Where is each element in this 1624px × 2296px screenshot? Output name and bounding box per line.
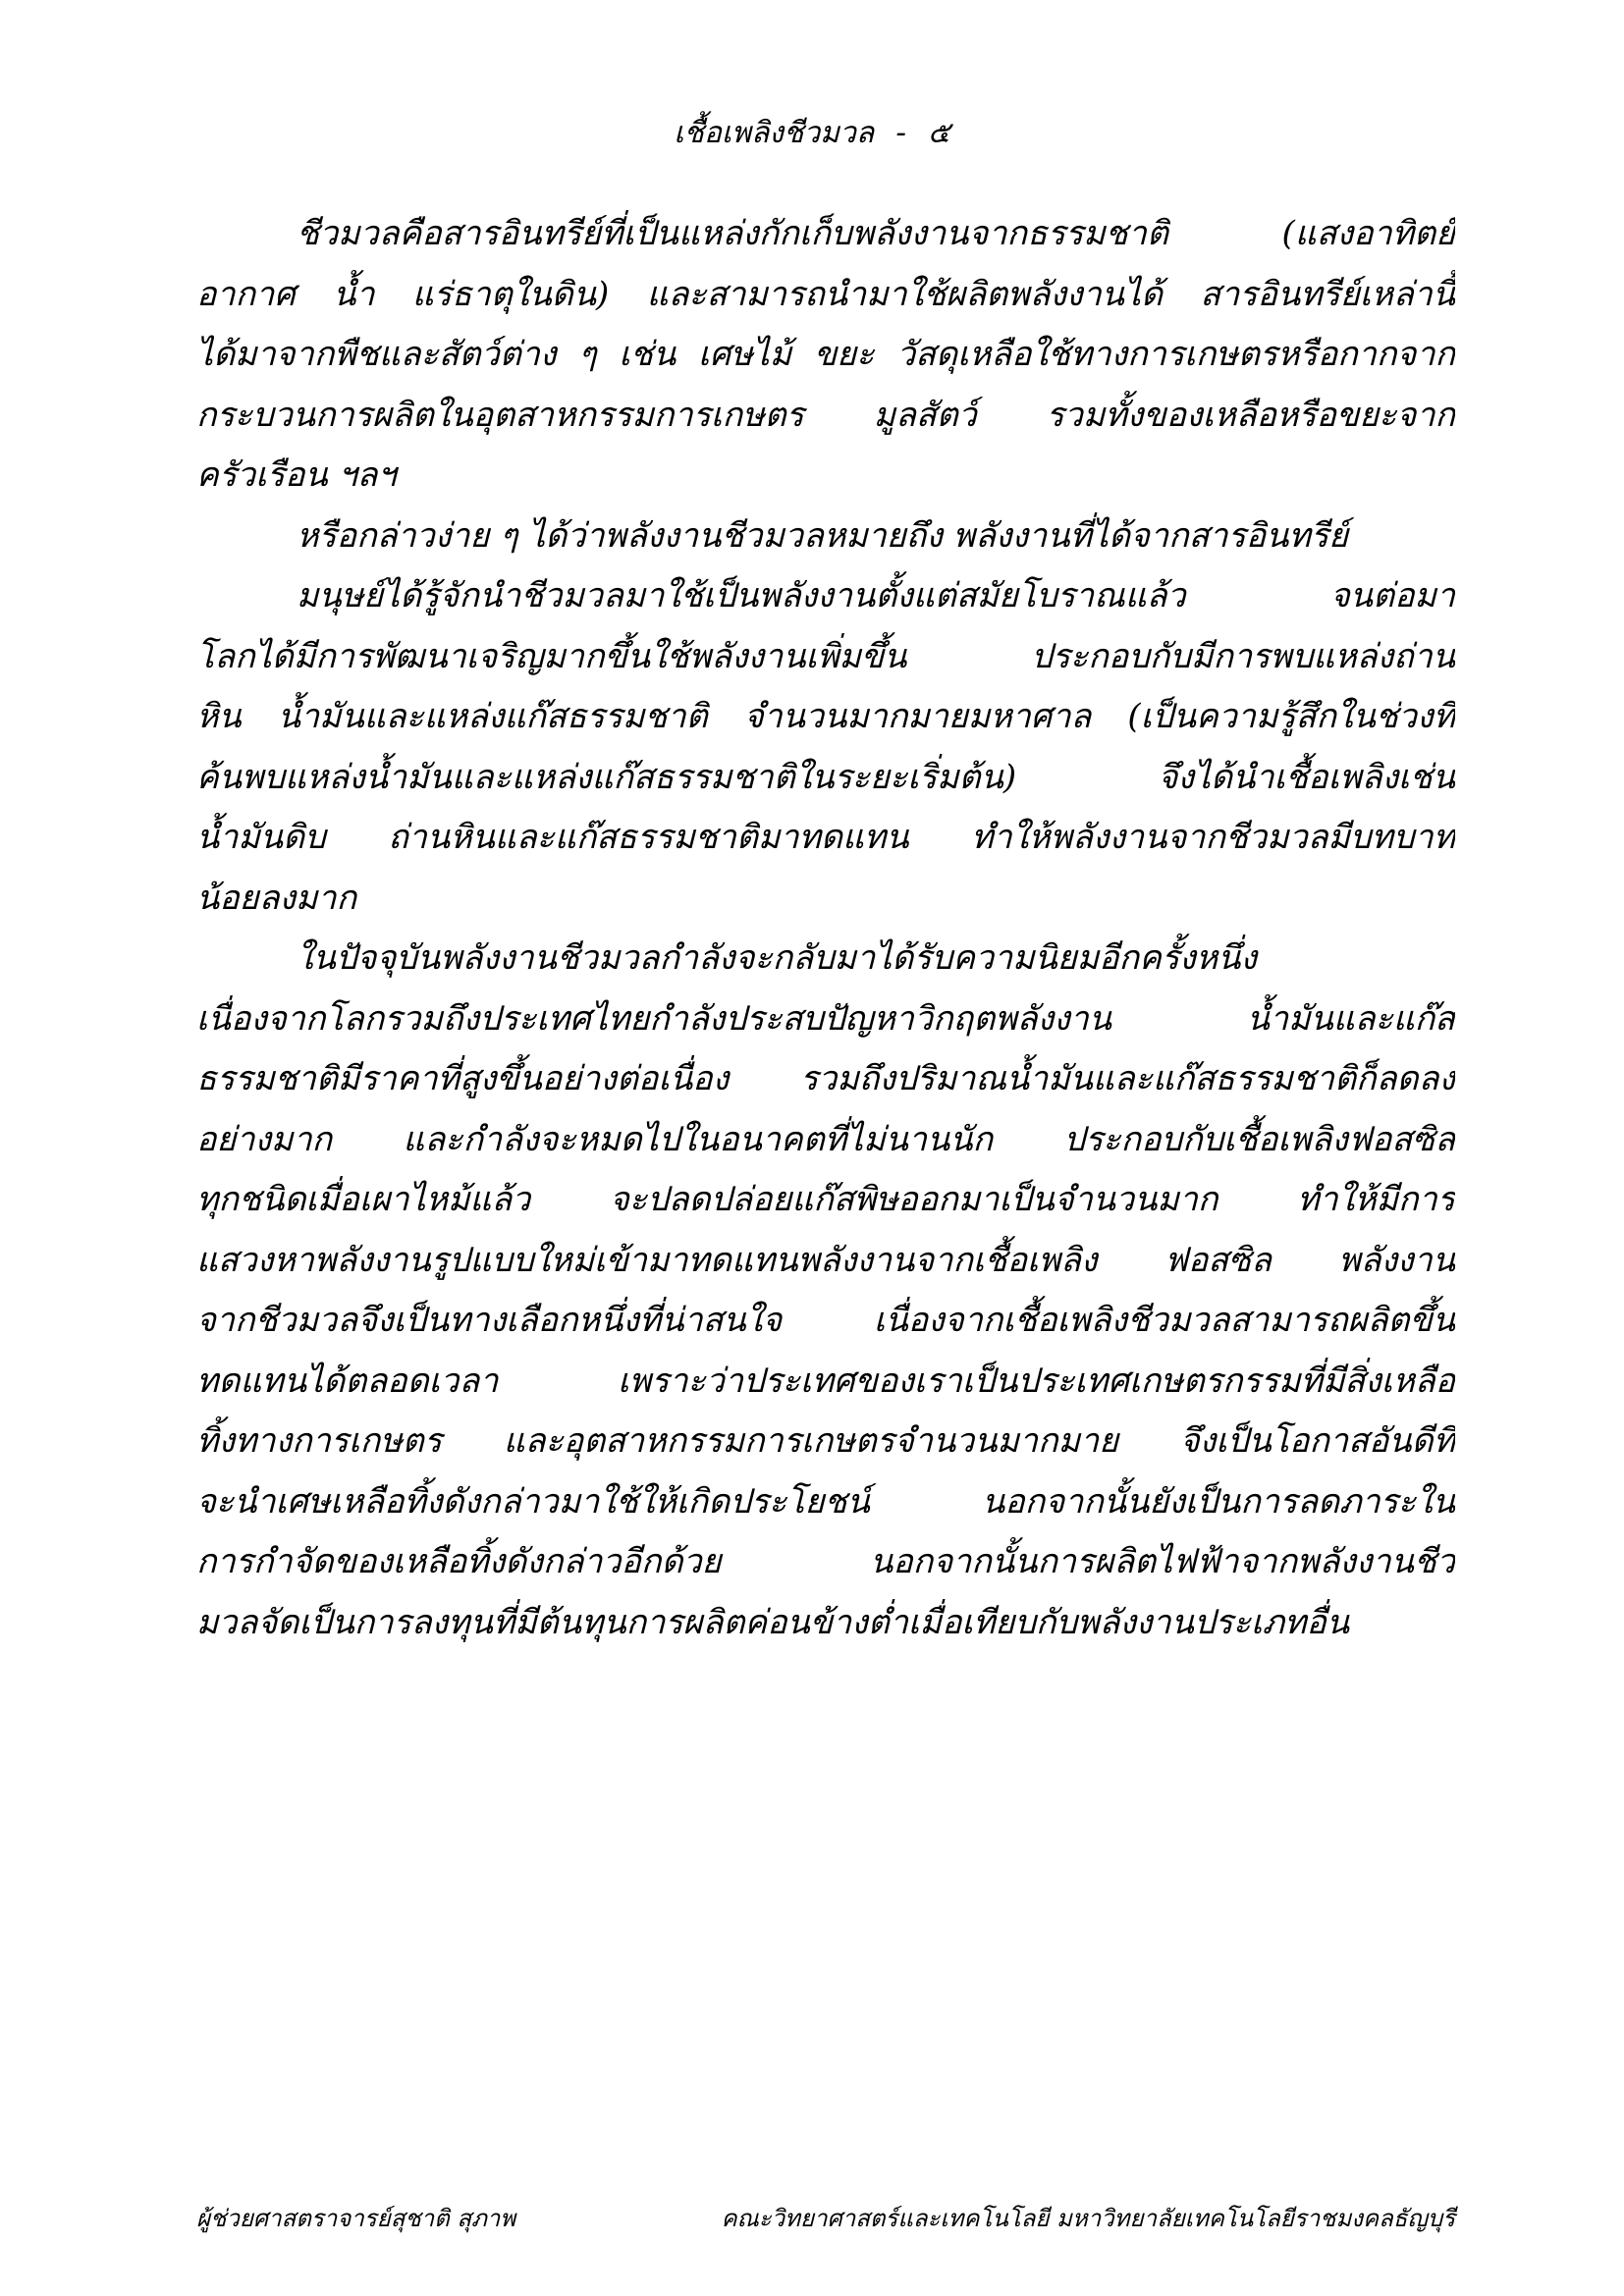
paragraph-3-line-1: มนุษย์ได้รู้จักนำชีวมวลมาใช้เป็นพลังงานตั้งแต่สมัยโบราณแล้ว จนต่อมา bbox=[297, 576, 1455, 615]
page-number: ๕ bbox=[928, 116, 950, 150]
page-header bbox=[0, 110, 1624, 157]
paragraph-4-line-5: ทุกชนิดเมื่อเผาไหม้แล้ว จะปลดปล่อยแก๊สพิษออกมาเป็นจำนวนมาก ทำให้มีการ bbox=[196, 1180, 1455, 1219]
paragraph-4-line-8: ทดแทนได้ตลอดเวลา เพราะว่าประเทศของเราเป็นประเทศเกษตรกรรมที่มีสิ่งเหลือ bbox=[196, 1361, 1455, 1401]
paragraph-3-line-6: น้อยลงมาก bbox=[196, 878, 357, 918]
page-footer bbox=[196, 2199, 1455, 2238]
paragraph-4-line-11: การกำจัดของเหลือทิ้งดังกล่าวอีกด้วย นอกจากนั้นการผลิตไฟฟ้าจากพลังงานชีว bbox=[196, 1542, 1455, 1581]
paragraph-1-line-2: อากาศ น้ำ แร่ธาตุในดิน) และสามารถนำมาใช้ผลิตพลังงานได้ สารอินทรีย์เหล่านี้ bbox=[196, 274, 1455, 314]
paragraph-4-line-12: มวลจัดเป็นการลงทุนที่มีต้นทุนการผลิตค่อนข้างต่ำเมื่อเทียบกับพลังงานประเภทอื่น bbox=[196, 1602, 1350, 1642]
paragraph-1-line-1: ชีวมวลคือสารอินทรีย์ที่เป็นแหล่งกักเก็บพลังงานจากธรรมชาติ (แสงอาทิตย์ bbox=[297, 214, 1455, 253]
paragraph-1-line-4: กระบวนการผลิตในอุตสาหกรรมการเกษตร มูลสัตว์ รวมทั้งของเหลือหรือขยะจาก bbox=[196, 395, 1455, 435]
paragraph-4-line-2: เนื่องจากโลกรวมถึงประเทศไทยกำลังประสบปัญหาวิกฤตพลังงาน น้ำมันและแก๊ส bbox=[196, 998, 1455, 1039]
paragraph-3-line-3: หิน น้ำมันและแหล่งแก๊สธรรมชาติ จำนวนมากมายมหาศาล (เป็นความรู้สึกในช่วงที่ bbox=[196, 697, 1455, 736]
paragraph-4-line-1: ในปัจจุบันพลังงานชีวมวลกำลังจะกลับมาได้รับความนิยมอีกครั้งหนึ่ง bbox=[297, 938, 1257, 978]
paragraph-4-line-6: แสวงหาพลังงานรูปแบบใหม่เข้ามาทดแทนพลังงานจากเชื้อเพลิง ฟอสซิล พลังงาน bbox=[196, 1240, 1455, 1280]
header-title: เชื้อเพลิงชีวมวล bbox=[674, 116, 875, 150]
paragraph-4-line-10: จะนำเศษเหลือทิ้งดังกล่าวมาใช้ให้เกิดประโยชน์ นอกจากนั้นยังเป็นการลดภาระใน bbox=[196, 1481, 1455, 1522]
paragraph-1-line-5: ครัวเรือน ฯลฯ bbox=[196, 455, 397, 495]
body-text bbox=[196, 204, 1455, 1653]
paragraph-2-line-1: หรือกล่าวง่าย ๆ ได้ว่าพลังงานชีวมวลหมายถึง พลังงานที่ได้จากสารอินทรีย์ bbox=[297, 515, 1349, 556]
paragraph-4-line-7: จากชีวมวลจึงเป็นทางเลือกหนึ่งที่น่าสนใจ เนื่องจากเชื้อเพลิงชีวมวลสามารถผลิตขึ้น bbox=[196, 1301, 1455, 1340]
paragraph-4-line-4: อย่างมาก และกำลังจะหมดไปในอนาคตที่ไม่นานนัก ประกอบกับเชื้อเพลิงฟอสซิล bbox=[196, 1119, 1455, 1159]
paragraph-3-line-2: โลกได้มีการพัฒนาเจริญมากขึ้นใช้พลังงานเพิ่มขึ้น ประกอบกับมีการพบแหล่งถ่าน bbox=[196, 636, 1455, 676]
header-separator: - bbox=[895, 116, 906, 150]
paragraph-3-line-5: น้ำมันดิบ ถ่านหินและแก๊สธรรมชาติมาทดแทน ทำให้พลังงานจากชีวมวลมีบทบาท bbox=[196, 818, 1455, 857]
footer-affiliation: คณะวิทยาศาสตร์และเทคโนโลยี มหาวิทยาลัยเทคโนโลยีราชมงคลธัญบุรี bbox=[721, 2205, 1455, 2232]
paragraph-3-line-4: ค้นพบแหล่งน้ำมันและแหล่งแก๊สธรรมชาติในระยะเริ่มต้น) จึงได้นำเชื้อเพลิงเช่น bbox=[196, 757, 1455, 797]
paragraph-4-line-3: ธรรมชาติมีราคาที่สูงขึ้นอย่างต่อเนื่อง รวมถึงปริมาณน้ำมันและแก๊สธรรมชาติก็ลดลง bbox=[196, 1059, 1455, 1098]
paragraph-1-line-3: ได้มาจากพืชและสัตว์ต่าง ๆ เช่น เศษไม้ ขยะ วัสดุเหลือใช้ทางการเกษตรหรือกากจาก bbox=[196, 335, 1455, 374]
footer-author: ผู้ช่วยศาสตราจารย์สุชาติ สุภาพ bbox=[196, 2205, 516, 2232]
paragraph-4-line-9: ทิ้งทางการเกษตร และอุตสาหกรรมการเกษตรจำนวนมากมาย จึงเป็นโอกาสอันดีที่ bbox=[196, 1421, 1455, 1461]
